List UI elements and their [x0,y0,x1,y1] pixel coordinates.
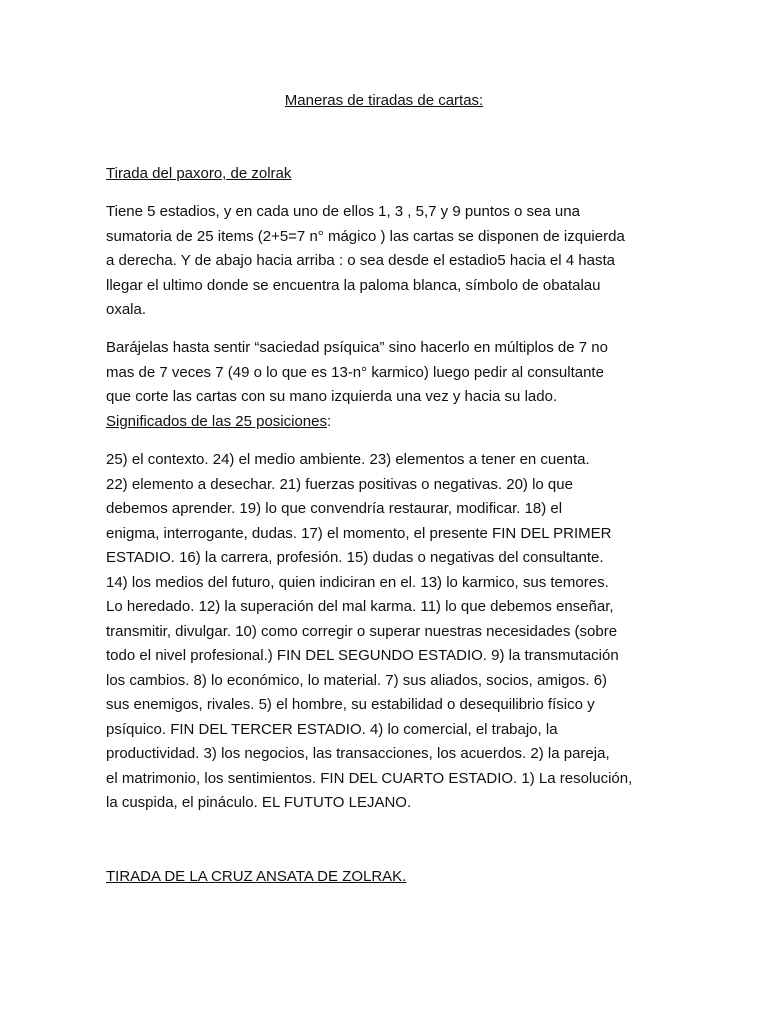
document-title: Maneras de tiradas de cartas: [284,92,484,109]
paragraph-line: a derecha. Y de abajo hacia arriba : o sea desde el estadio5 hacia el 4 hasta [106,252,615,269]
paragraph-line: llegar el ultimo donde se encuentra la paloma blanca, símbolo de obatalau [106,276,601,294]
paragraph-line: psíquico. FIN DEL TERCER ESTADIO. 4) lo comercial, el trabajo, la [106,720,558,738]
paragraph-line: el matrimonio, los sentimientos. FIN DEL CUARTO ESTADIO. 1) La resolución, [106,769,633,787]
paragraph-line: ESTADIO. 16) la carrera, profesión. 15) dudas o negativas del consultante. [106,549,604,566]
paragraph-line: 25) el contexto. 24) el medio ambiente. 23) elementos a tener en cuenta. [106,451,590,468]
significados-colon: : [326,412,332,430]
paragraph-line: sus enemigos, rivales. 5) el hombre, su estabilidad o desequilibrio físico y [106,696,595,713]
paragraph-barajar [106,336,666,434]
paragraph-line: debemos aprender. 19) lo que convendría restaurar, modificar. 18) el [106,500,563,517]
section-heading-paxoro: Tirada del paxoro, de zolrak [106,165,292,182]
paragraph-line: la cuspida, el pináculo. EL FUTUTO LEJANO. [106,794,412,811]
paragraph-line: 22) elemento a desechar. 21) fuerzas positivas o negativas. 20) lo que [106,475,573,493]
paragraph-line: sumatoria de 25 items (2+5=7 n° mágico ) las cartas se disponen de izquierda [106,227,625,245]
paragraph-significados [106,448,666,816]
paragraph-line: Lo heredado. 12) la superación del mal karma. 11) lo que debemos enseñar, [106,598,614,615]
paragraph-line: mas de 7 veces 7 (49 o lo que es 13-n° karmico) luego pedir al consultante [106,363,604,381]
paragraph-line: transmitir, divulgar. 10) como corregir o superar nuestras necesidades (sobre [106,622,618,640]
section-heading-cruz-ansata: TIRADA DE LA CRUZ ANSATA DE ZOLRAK. [106,868,407,885]
paragraph-line: Tiene 5 estadios, y en cada uno de ellos 1, 3 , 5,7 y 9 puntos o sea una [106,203,580,220]
significados-heading-line [106,410,666,435]
paragraph-line: productividad. 3) los negocios, las transacciones, los acuerdos. 2) la pareja, [106,745,610,762]
paragraph-line: oxala. [106,301,147,318]
paragraph-line: 14) los medios del futuro, quien indiciran en el. 13) lo karmico, sus temores. [106,573,609,591]
paragraph-estadios [106,200,666,323]
paragraph-line: enigma, interrogante, dudas. 17) el momento, el presente FIN DEL PRIMER [106,524,612,542]
paragraph-line: Barájelas hasta sentir “saciedad psíquica” sino hacerlo en múltiplos de 7 no [106,339,608,356]
paragraph-line: los cambios. 8) lo económico, lo material. 7) sus aliados, socios, amigos. 6) [106,671,608,689]
significados-label: Significados de las 25 posiciones [106,412,327,430]
paragraph-line: todo el nivel profesional.) FIN DEL SEGUNDO ESTADIO. 9) la transmutación [106,647,619,664]
paragraph-line: que corte las cartas con su mano izquierda una vez y hacia su lado. [106,388,558,405]
